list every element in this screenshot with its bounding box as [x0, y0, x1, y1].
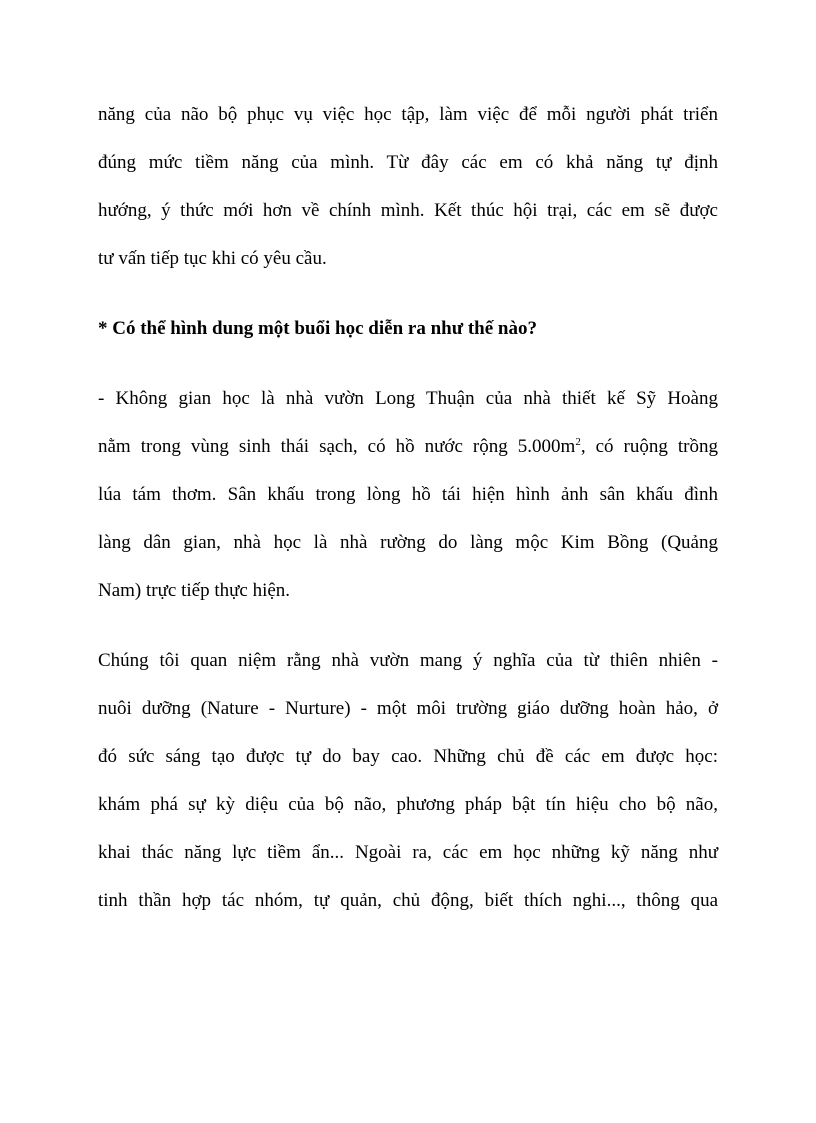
text-segment: , có ruộng trồng	[580, 436, 719, 457]
text-line: đúng mức tiềm năng của mình. Từ đây các em có khả năng tự định	[98, 152, 718, 173]
text-line: nuôi dưỡng (Nature - Nurture) - một môi trường giáo dưỡng hoàn hảo, ở	[98, 698, 718, 719]
section-heading: * Có thể hình dung một buổi học diễn ra như thế nào?	[98, 318, 538, 339]
text-line: tư vấn tiếp tục khi có yêu cầu.	[98, 248, 327, 269]
text-line: đó sức sáng tạo được tự do bay cao. Những chủ đề các em được học:	[98, 746, 718, 767]
text-line: - Không gian học là nhà vườn Long Thuận của nhà thiết kế Sỹ Hoàng	[98, 388, 718, 409]
text-segment: nằm trong vùng sinh thái sạch, có hồ nước rộng 5.000m	[98, 436, 576, 457]
paragraph-intro	[98, 91, 718, 283]
text-line: khai thác năng lực tiềm ẩn... Ngoài ra, các em học những kỹ năng như	[98, 842, 718, 863]
text-line: tinh thần hợp tác nhóm, tự quản, chủ động, biết thích nghi..., thông qua	[98, 890, 718, 911]
paragraph-space	[98, 375, 718, 615]
body-text	[98, 91, 718, 925]
text-line: lúa tám thơm. Sân khấu trong lòng hồ tái hiện hình ảnh sân khấu đình	[98, 484, 718, 505]
superscript: 2	[575, 436, 581, 448]
text-line: Chúng tôi quan niệm rằng nhà vườn mang ý nghĩa của từ thiên nhiên -	[98, 650, 718, 671]
text-line: Nam) trực tiếp thực hiện.	[98, 580, 291, 601]
paragraph-philosophy	[98, 637, 718, 925]
text-line: năng của não bộ phục vụ việc học tập, làm việc để mỗi người phát triển	[98, 104, 718, 125]
text-line: hướng, ý thức mới hơn về chính mình. Kết thúc hội trại, các em sẽ được	[98, 200, 718, 221]
text-line: khám phá sự kỳ diệu của bộ não, phương pháp bật tín hiệu cho bộ não,	[98, 794, 718, 815]
text-line-with-superscript	[98, 423, 718, 471]
text-line: làng dân gian, nhà học là nhà rường do làng mộc Kim Bồng (Quảng	[98, 532, 718, 553]
